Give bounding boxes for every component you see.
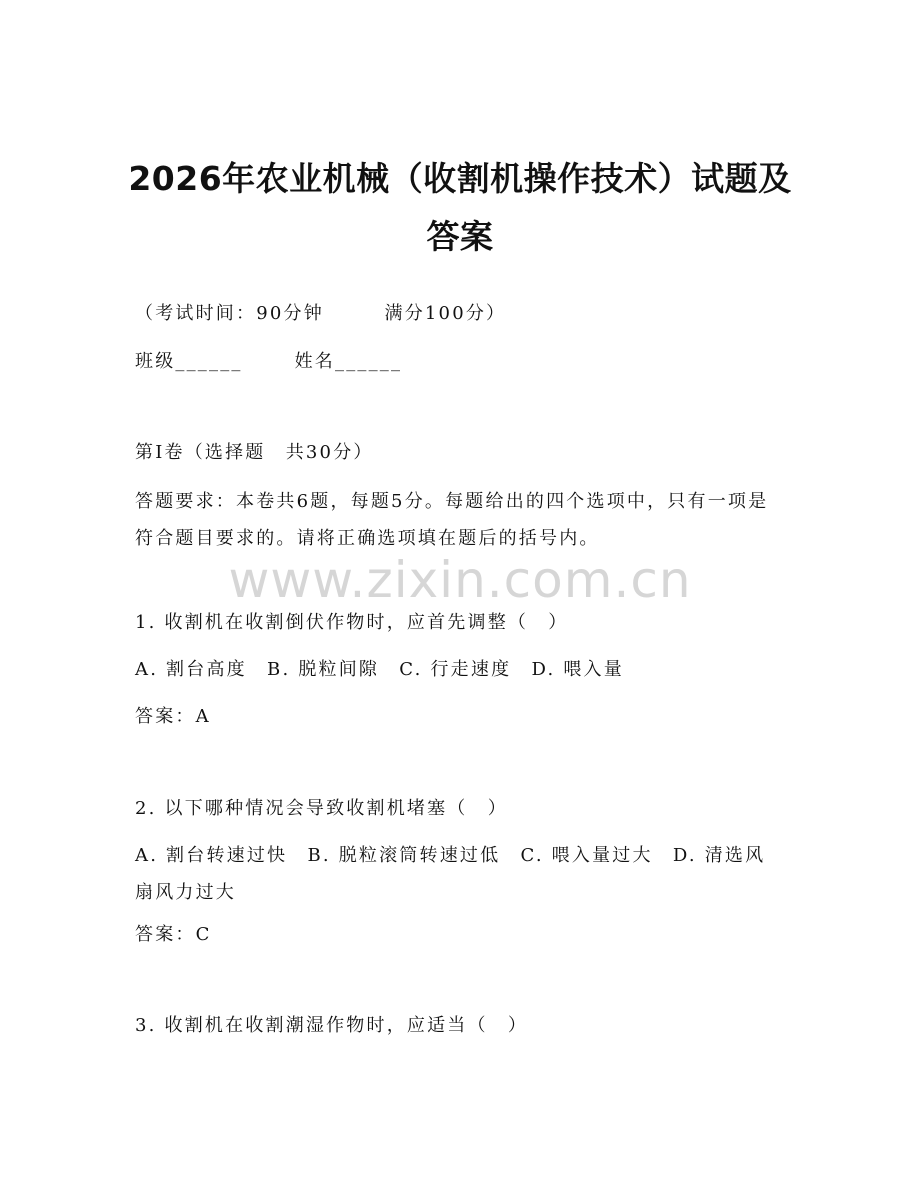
section-heading: 第I卷（选择题 共30分） (135, 442, 374, 463)
student-info-row (135, 350, 785, 374)
question-2-answer: 答案：C (135, 924, 212, 945)
question-2-options: A. 割台转速过快 B. 脱粒滚筒转速过低 C. 喂入量过大 D. 清选风扇风力过大 (135, 845, 766, 903)
question-1-options: A. 割台高度 B. 脱粒间隙 C. 行走速度 D. 喂入量 (135, 659, 624, 680)
title-line-2: 答案 (426, 217, 494, 256)
document-title (120, 150, 800, 266)
exam-info: （考试时间：90分钟 满分100分） (135, 303, 507, 324)
name-field: 姓名______ (294, 351, 403, 372)
watermark: www.zixin.com.cn (228, 551, 692, 609)
question-3-stem: 3. 收割机在收割潮湿作物时，应适当（ ） (135, 1015, 529, 1036)
title-line-1: 2026年农业机械（收割机操作技术）试题及 (128, 159, 792, 198)
instructions: 答题要求：本卷共6题，每题5分。每题给出的四个选项中，只有一项是符合题目要求的。请将正确选项填在题后的括号内。 (135, 491, 769, 549)
class-field: 班级______ (135, 351, 243, 372)
question-1-stem: 1. 收割机在收割倒伏作物时，应首先调整（ ） (135, 612, 569, 633)
question-2-stem: 2. 以下哪种情况会导致收割机堵塞（ ） (135, 798, 508, 819)
question-1-answer: 答案：A (135, 706, 211, 727)
